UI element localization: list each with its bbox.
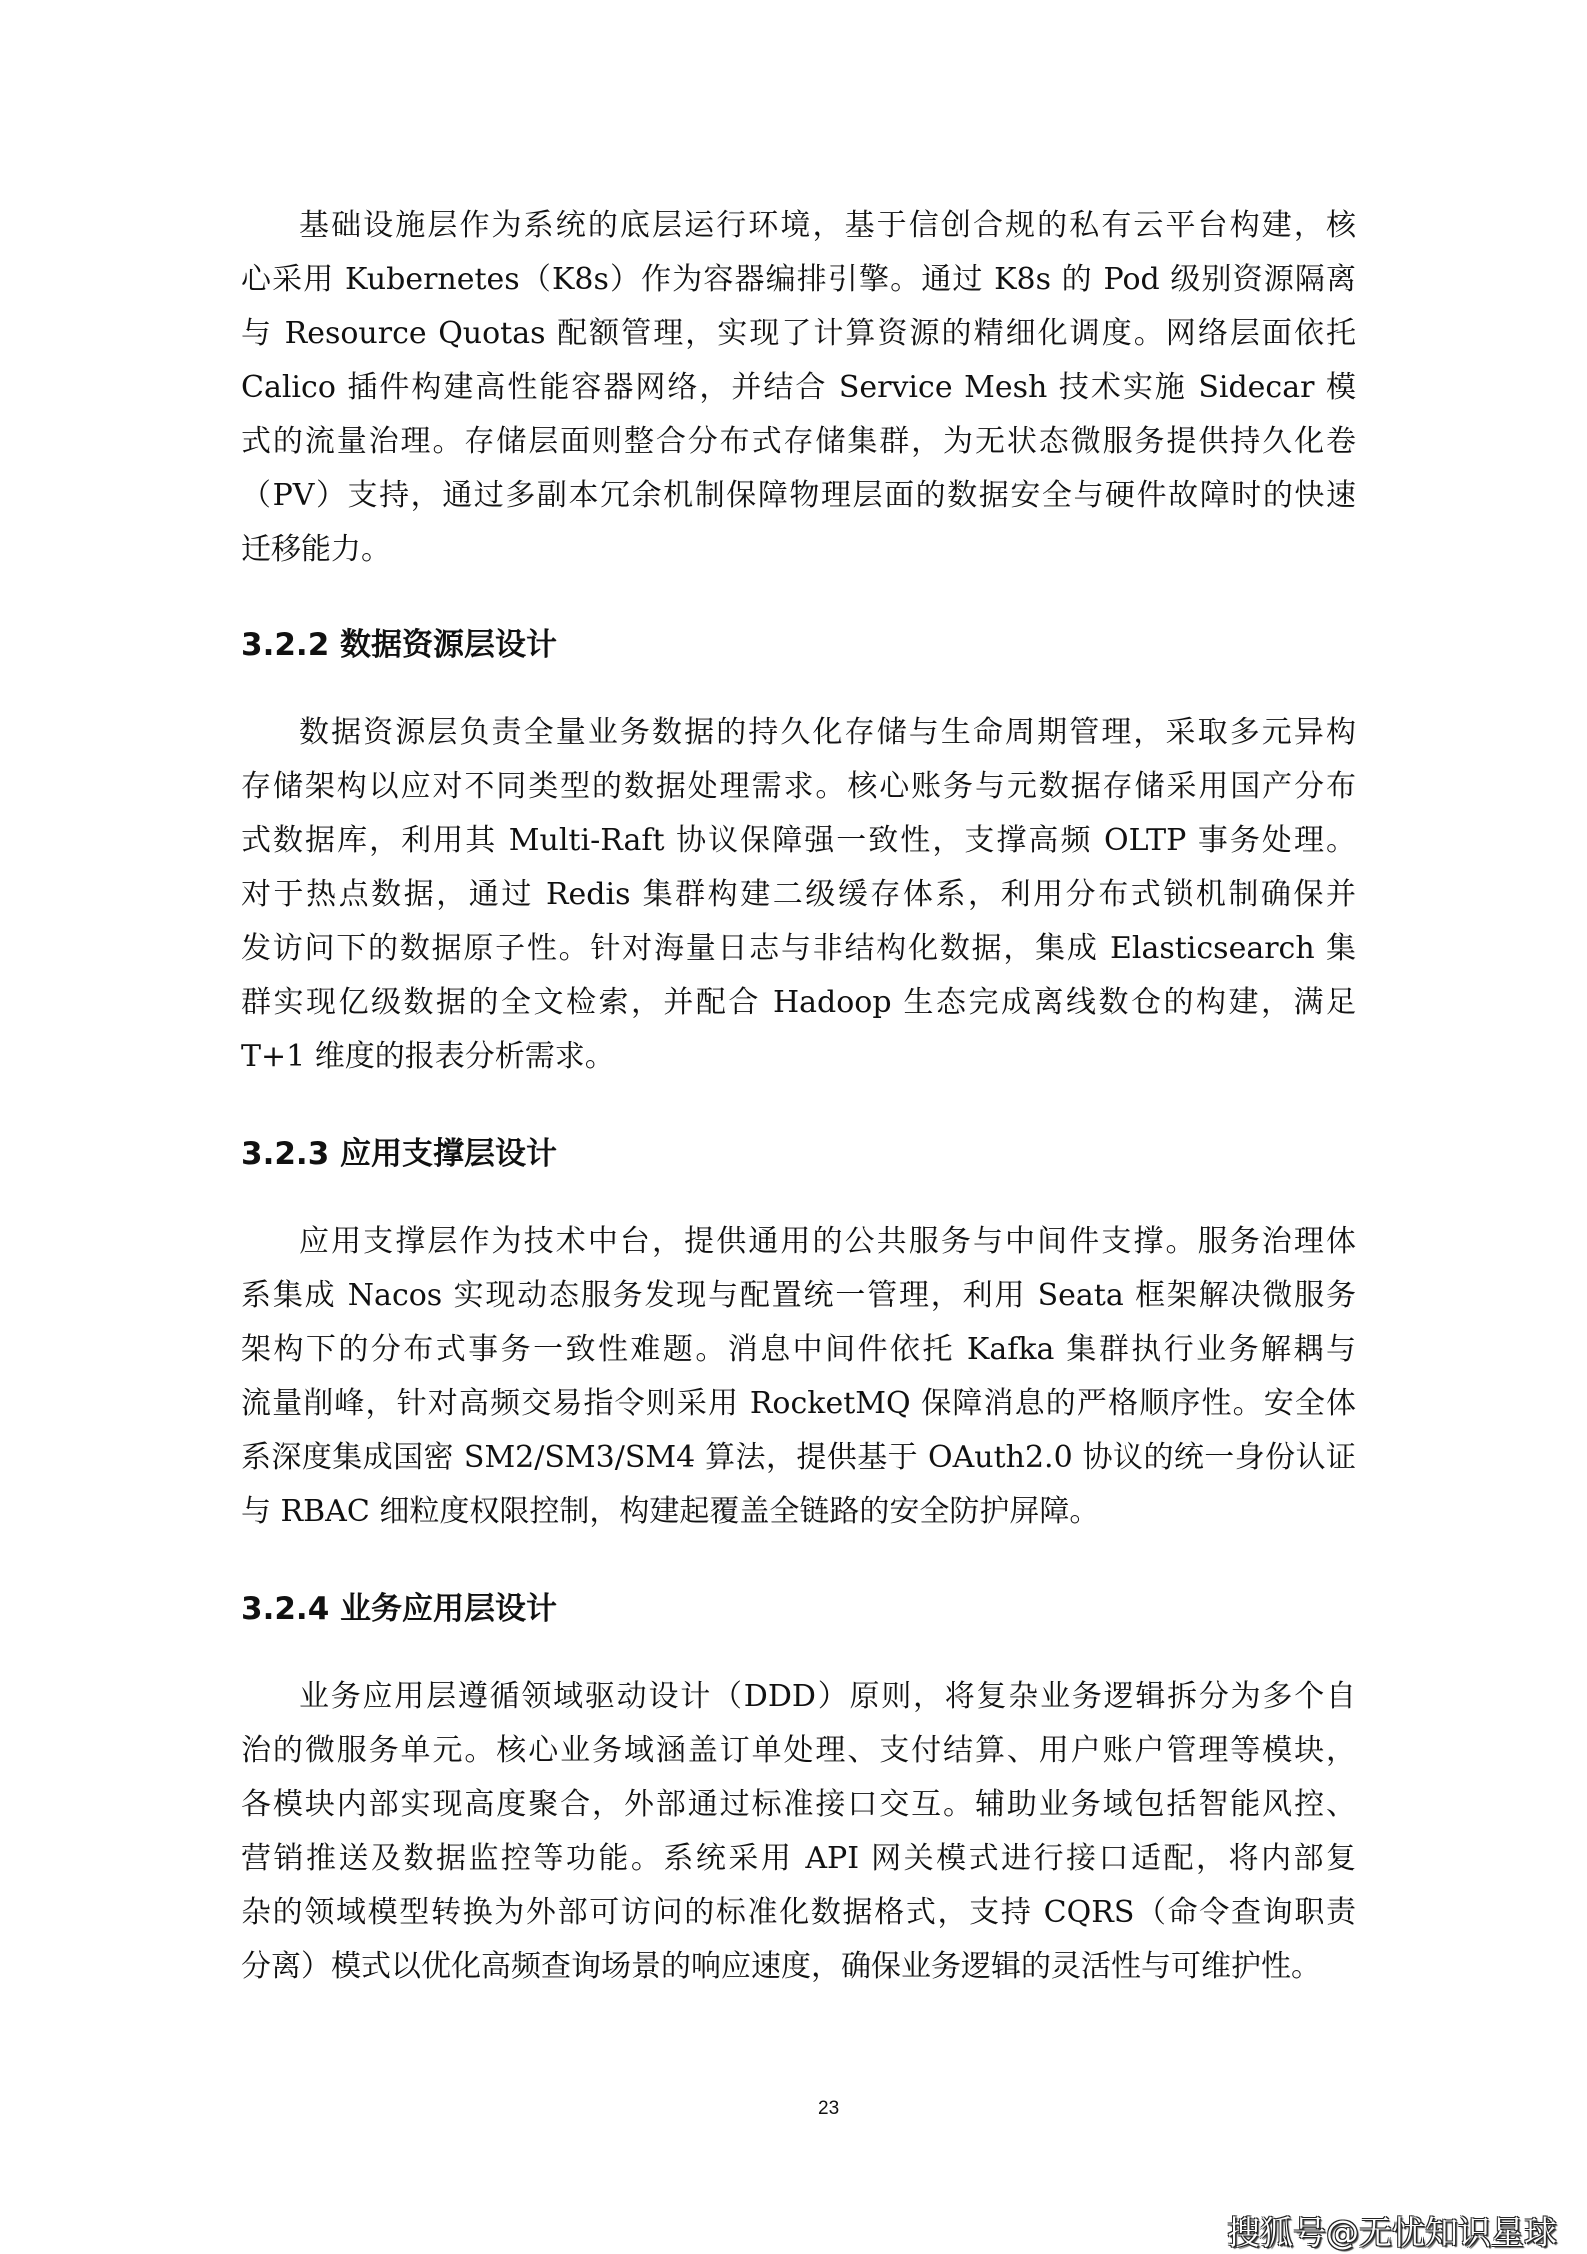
paragraph-line: 存储架构以应对不同类型的数据处理需求。核心账务与元数据存储采用国产分布 (241, 769, 1356, 804)
paragraph-line: 式数据库，利用其 Multi-Raft 协议保障强一致性，支撑高频 OLTP 事务处理。 (241, 823, 1356, 858)
page-number: 23 (818, 2098, 840, 2119)
heading-3-2-3: 3.2.3 应用支撑层设计 (241, 1136, 558, 1172)
paragraph-line: 发访问下的数据原子性。针对海量日志与非结构化数据，集成 Elasticsearch 集 (241, 931, 1356, 966)
paragraph-line: 群实现亿级数据的全文检索，并配合 Hadoop 生态完成离线数仓的构建，满足 (241, 985, 1356, 1020)
paragraph-business-app (241, 1670, 1356, 1994)
paragraph-line: 治的微服务单元。核心业务域涵盖订单处理、支付结算、用户账户管理等模块， (241, 1733, 1356, 1768)
paragraph-line: T+1 维度的报表分析需求。 (241, 1039, 615, 1074)
paragraph-line: 迁移能力。 (241, 532, 391, 567)
paragraph-line: 业务应用层遵循领域驱动设计（DDD）原则，将复杂业务逻辑拆分为多个自 (299, 1679, 1356, 1714)
paragraph-line: （PV）支持，通过多副本冗余机制保障物理层面的数据安全与硬件故障时的快速 (241, 478, 1356, 513)
paragraph-line: 架构下的分布式事务一致性难题。消息中间件依托 Kafka 集群执行业务解耦与 (241, 1332, 1356, 1367)
paragraph-line: 分离）模式以优化高频查询场景的响应速度，确保业务逻辑的灵活性与可维护性。 (241, 1949, 1321, 1984)
paragraph-line: 对于热点数据，通过 Redis 集群构建二级缓存体系，利用分布式锁机制确保并 (241, 877, 1356, 912)
paragraph-line: 系深度集成国密 SM2/SM3/SM4 算法，提供基于 OAuth2.0 协议的统一身份认证 (241, 1440, 1356, 1475)
paragraph-infrastructure (241, 199, 1356, 577)
paragraph-line: 营销推送及数据监控等功能。系统采用 API 网关模式进行接口适配，将内部复 (241, 1841, 1356, 1876)
paragraph-line: 应用支撑层作为技术中台，提供通用的公共服务与中间件支撑。服务治理体 (299, 1224, 1356, 1259)
paragraph-line: 心采用 Kubernetes（K8s）作为容器编排引擎。通过 K8s 的 Pod 级别资源隔离 (241, 262, 1356, 297)
paragraph-line: Calico 插件构建高性能容器网络，并结合 Service Mesh 技术实施 Sidecar 模 (241, 370, 1356, 405)
paragraph-line: 流量削峰，针对高频交易指令则采用 RocketMQ 保障消息的严格顺序性。安全体 (241, 1386, 1356, 1421)
paragraph-line: 杂的领域模型转换为外部可访问的标准化数据格式，支持 CQRS（命令查询职责 (241, 1895, 1356, 1930)
paragraph-line: 式的流量治理。存储层面则整合分布式存储集群，为无状态微服务提供持久化卷 (241, 424, 1356, 459)
paragraph-app-support (241, 1215, 1356, 1539)
paragraph-line: 系集成 Nacos 实现动态服务发现与配置统一管理，利用 Seata 框架解决微服务 (241, 1278, 1356, 1313)
paragraph-line: 基础设施层作为系统的底层运行环境，基于信创合规的私有云平台构建，核 (299, 208, 1356, 243)
heading-3-2-4: 3.2.4 业务应用层设计 (241, 1591, 558, 1627)
paragraph-line: 各模块内部实现高度聚合，外部通过标准接口交互。辅助业务域包括智能风控、 (241, 1787, 1356, 1822)
paragraph-line: 与 Resource Quotas 配额管理，实现了计算资源的精细化调度。网络层面依托 (241, 316, 1356, 351)
paragraph-line: 数据资源层负责全量业务数据的持久化存储与生命周期管理，采取多元异构 (299, 715, 1356, 750)
paragraph-data-resource (241, 706, 1356, 1084)
watermark: 搜狐号@无忧知识星球 (1227, 2213, 1557, 2252)
heading-3-2-2: 3.2.2 数据资源层设计 (241, 627, 558, 663)
paragraph-line: 与 RBAC 细粒度权限控制，构建起覆盖全链路的安全防护屏障。 (241, 1494, 1100, 1529)
